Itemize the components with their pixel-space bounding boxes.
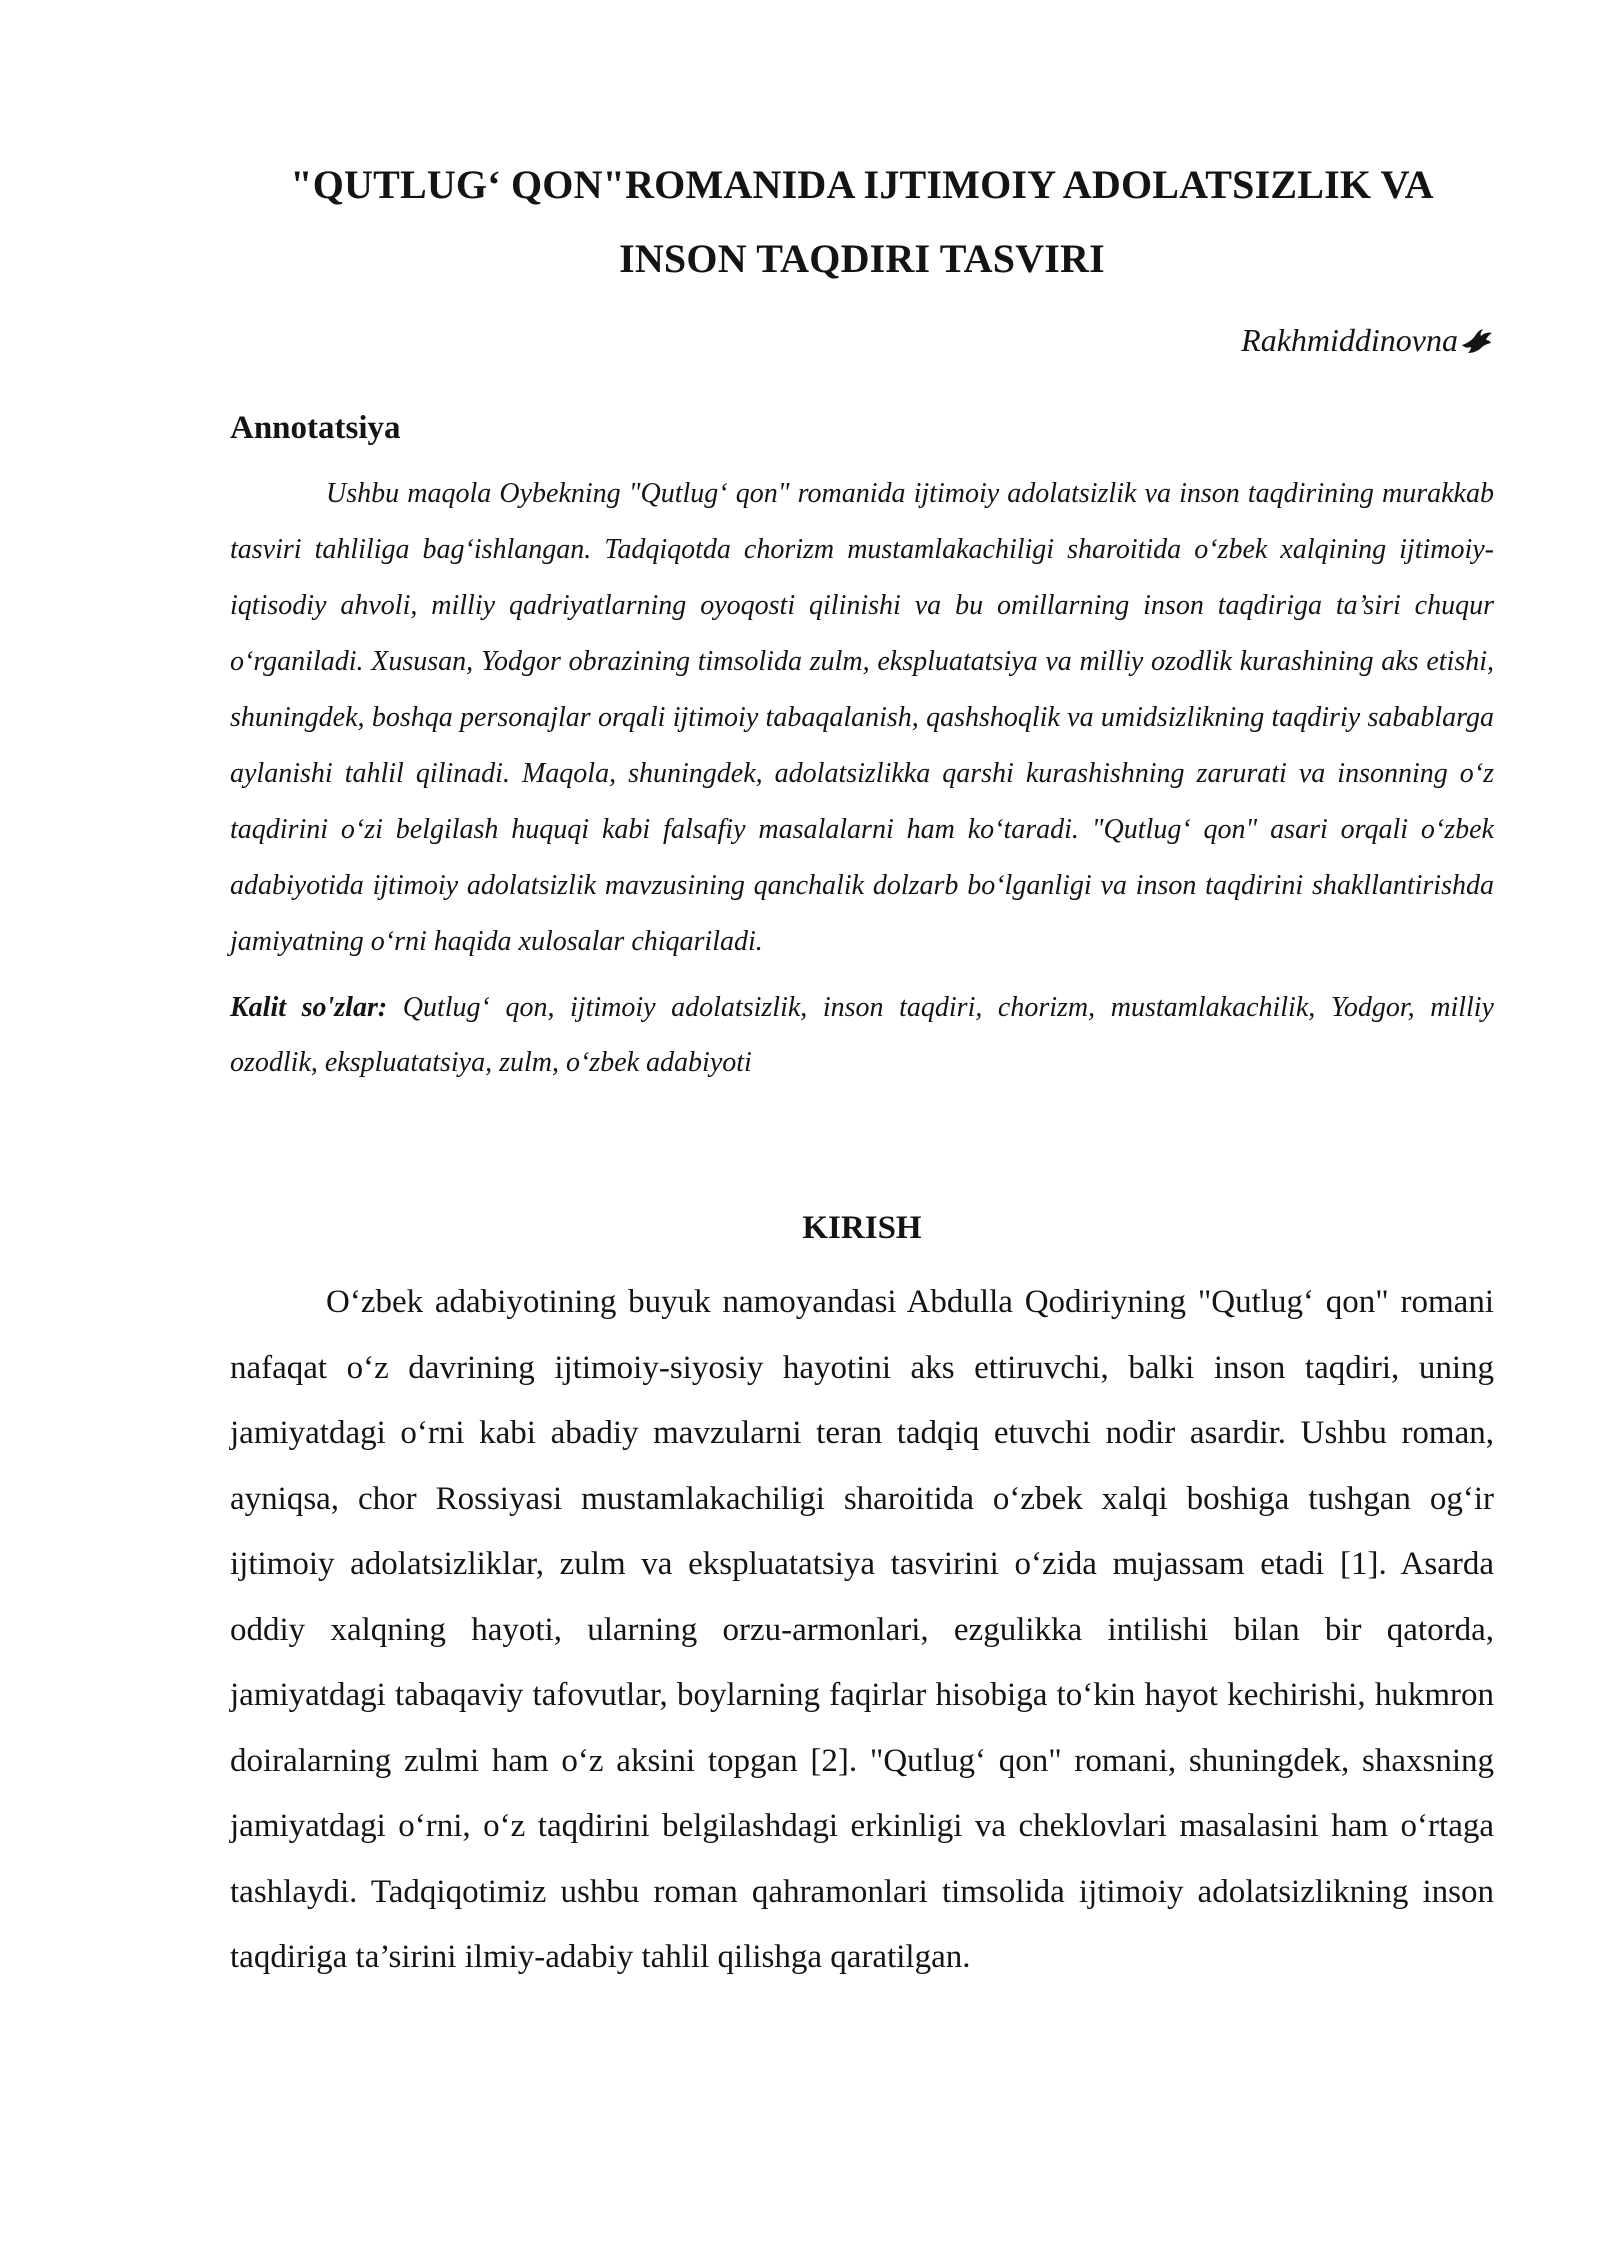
introduction-paragraph: O‘zbek adabiyotining buyuk namoyandasi Abdulla Qodiriyning "Qutlug‘ qon" romani nafaqat o‘z davrining ijtimoiy-siyosiy hayotini aks ettiruvchi, balki inson taqdiri, uning jamiyatdagi o‘rni kabi abadiy mavzularni teran tadqiq etuvchi nodir asardir. Ushbu roman, ayniqsa, chor Rossiyasi mustamlakachiligi sharoitida o‘zbek xalqi boshiga tushgan og‘ir ijtimoiy adolatsizliklar, zulm va ekspluatatsiya tasvirini o‘zida mujassam etadi [1]. Asarda oddiy xalqning hayoti, ularning orzu-armonlari, ezgulikka intilishi bilan bir qatorda, jamiyatdagi tabaqaviy tafovutlar, boylarning faqirlar hisobiga to‘kin hayot kechirishi, hukmron doiralarning zulmi ham o‘z aksini topgan [2]. "Qutlug‘ qon" romani, shuningdek, shaxsning jamiyatdagi o‘rni, o‘z taqdirini belgilashdagi erkinligi va cheklovlari masalasini ham o‘rtaga tashlaydi. Tadqiqotimiz ushbu roman qahramonlari timsolida ijtimoiy adolatsizlikning inson taqdiriga ta’sirini ilmiy-adabiy tahlil qilishga qaratilgan. bbox=[230, 1284, 1494, 1975]
introduction-heading: KIRISH bbox=[802, 1210, 922, 1246]
article-title: "QUTLUG‘ QON"ROMANIDA IJTIMOIY ADOLATSIZLIK VA INSON TAQDIRI TASVIRI bbox=[290, 162, 1434, 281]
document-page bbox=[230, 0, 1494, 1991]
keywords-label: Kalit so'zlar: bbox=[230, 992, 388, 1023]
keywords bbox=[230, 980, 1494, 1090]
dove-icon bbox=[1458, 322, 1494, 358]
keywords-text: Qutlug‘ qon, ijtimoiy adolatsizlik, inson taqdiri, chorizm, mustamlakachilik, Yodgor, milliy ozodlik, ekspluatatsiya, zulm, o‘zbek adabiyoti bbox=[230, 992, 1494, 1078]
abstract-text: Ushbu maqola Oybekning "Qutlug‘ qon" romanida ijtimoiy adolatsizlik va inson taqdirining murakkab tasviri tahliliga bag‘ishlangan. Tadqiqotda chorizm mustamlakachiligi sharoitida o‘zbek xalqining ijtimoiy-iqtisodiy ahvoli, milliy qadriyatlarning oyoqosti qilinishi va bu omillarning inson taqdiriga ta’siri chuqur o‘rganiladi. Xususan, Yodgor obrazining timsolida zulm, ekspluatatsiya va milliy ozodlik kurashining aks etishi, shuningdek, boshqa personajlar orqali ijtimoiy tabaqalanish, qashshoqlik va umidsizlikning taqdiriy sabablarga aylanishi tahlil qilinadi. Maqola, shuningdek, adolatsizlikka qarshi kurashishning zarurati va insonning o‘z taqdirini o‘zi belgilash huquqi kabi falsafiy masalalarni ham ko‘taradi. "Qutlug‘ qon" asari orqali o‘zbek adabiyotida ijtimoiy adolatsizlik mavzusining qanchalik dolzarb bo‘lganligi va inson taqdirini shakllantirishda jamiyatning o‘rni haqida xulosalar chiqariladi. bbox=[230, 478, 1494, 957]
abstract-heading: Annotatsiya bbox=[230, 410, 401, 446]
author-name: Rakhmiddinovna bbox=[1241, 322, 1458, 358]
author-line bbox=[230, 320, 1494, 360]
